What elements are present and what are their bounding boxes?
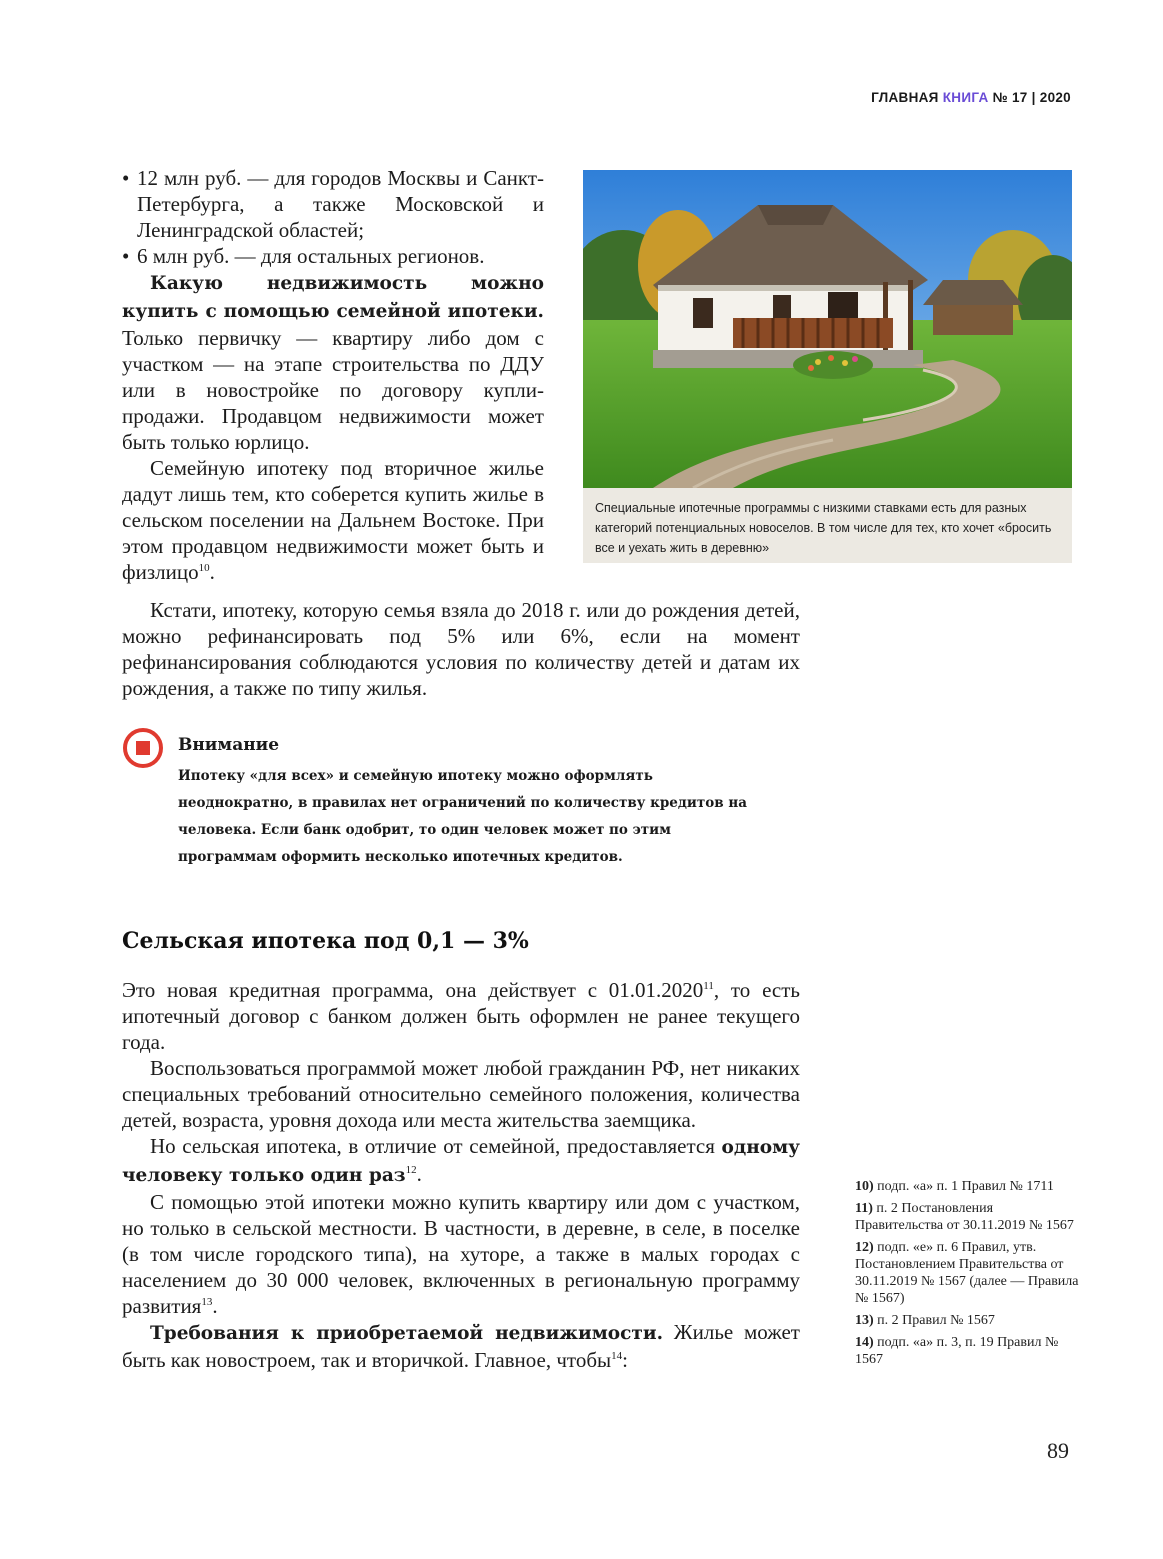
footnote-number: 14) <box>855 1335 874 1350</box>
photo-figure <box>583 170 1072 563</box>
brand-name-accent: КНИГА <box>942 90 989 105</box>
paragraph-text: Это новая кредитная программа, она действует с 01.01.2020 <box>122 978 704 1002</box>
paragraph-text: С помощью этой ипотеки можно купить квартиру или дом с участком, но только в сельской местности. В частности, в деревне, в селе, в поселке (в том числе городского типа), на хуторе, а также в малых городах с населением до 30 000 человек, включенных в региональную программу развития <box>122 1190 800 1318</box>
stop-icon <box>122 727 164 769</box>
footnote-text: п. 2 Постановления Правительства от 30.11.2019 № 1567 <box>855 1201 1074 1233</box>
paragraph <box>122 1189 800 1319</box>
footnote-number: 12) <box>855 1240 874 1255</box>
text-block <box>122 597 800 701</box>
footnote-ref: 10 <box>198 562 210 574</box>
paragraph: Кстати, ипотеку, которую семья взяла до 2018 г. или до рождения детей, можно рефинансировать под 5% или 6%, если на момент рефинансирования соблюдаются условия по количеству детей и датам их рождения, а также по типу жилья. <box>122 598 800 700</box>
footnote-ref: 14 <box>611 1350 623 1362</box>
paragraph-text: Только первичку — квартиру либо дом с участком — на этапе строительства по ДДУ или в новостройке по договору купли-продажи. Продавцом недвижимости может быть только юрлицо. <box>122 326 544 454</box>
footnote-text: подп. «е» п. 6 Правил, утв. Постановлением Правительства от 30.11.2019 № 1567 (далее — Правила № 1567) <box>855 1240 1079 1306</box>
paragraph-end: . <box>416 1162 422 1186</box>
paragraph-text: , то есть ипотечный договор с банком должен быть оформлен не ранее текущего года. <box>122 978 800 1054</box>
footnote-number: 11) <box>855 1201 873 1216</box>
paragraph <box>122 455 544 585</box>
page-number: 89 <box>1047 1438 1069 1463</box>
house-photo <box>583 170 1072 488</box>
section-heading: Сельская ипотека под 0,1 — 3% <box>122 928 529 954</box>
paragraph-end: : <box>622 1348 628 1372</box>
paragraph-bold-lead: Требования к приобретаемой недвижимости. <box>150 1323 664 1344</box>
list-item: • 12 млн руб. — для городов Москвы и Санкт-Петербурга, а также Московской и Ленинградской областей; <box>122 165 544 243</box>
footnotes <box>855 1178 1080 1373</box>
paragraph <box>122 1319 800 1373</box>
footnote-number: 10) <box>855 1179 874 1194</box>
footnote <box>855 1334 1080 1368</box>
running-header <box>871 90 1071 105</box>
footnote-ref: 11 <box>703 980 714 992</box>
attention-title: Внимание <box>178 735 280 755</box>
paragraph-end: . <box>212 1294 218 1318</box>
paragraph-bold-lead: Какую недвижимость можно купить с помощью семейной ипотеки. <box>122 273 544 322</box>
bullet-list <box>122 165 544 269</box>
photo-caption: Специальные ипотечные программы с низкими ставками есть для разных категорий потенциальных новоселов. В том числе для тех, кто хочет «бросить все и уехать жить в деревню» <box>595 501 1052 555</box>
footnote-ref: 13 <box>201 1296 213 1308</box>
paragraph <box>122 1133 800 1189</box>
paragraph <box>122 269 544 455</box>
paragraph-text: Но сельская ипотека, в отличие от семейной, предоставляется <box>150 1134 722 1158</box>
left-column <box>122 165 544 585</box>
paragraph-end: . <box>209 560 215 584</box>
footnote <box>855 1239 1080 1307</box>
paragraph <box>122 977 800 1055</box>
footnote-ref: 12 <box>405 1164 417 1176</box>
section-body <box>122 977 800 1373</box>
footnote <box>855 1178 1080 1195</box>
footnote <box>855 1312 1080 1329</box>
list-item: • 6 млн руб. — для остальных регионов. <box>122 243 544 269</box>
issue-info: № 17 | 2020 <box>992 90 1071 105</box>
footnote-number: 13) <box>855 1313 874 1328</box>
footnote-text: подп. «а» п. 3, п. 19 Правил № 1567 <box>855 1335 1059 1367</box>
paragraph-bold: одному человеку только один раз <box>122 1137 800 1186</box>
attention-text: Ипотеку «для всех» и семейную ипотеку можно оформлять неоднократно, в правилах нет ограничений по количеству кредитов на человека. Если банк одобрит, то один человек может по этим программам оформить несколько ипотечных кредитов. <box>178 768 747 865</box>
paragraph-text: Жилье может быть как новостроем, так и вторичкой. Главное, чтобы <box>122 1320 800 1372</box>
paragraph: Воспользоваться программой может любой гражданин РФ, нет никаких специальных требований относительно семейного положения, количества детей, возраста, уровня дохода или места жительства заемщика. <box>122 1056 800 1132</box>
brand-name: ГЛАВНАЯ <box>871 90 939 105</box>
footnote-text: подп. «а» п. 1 Правил № 1711 <box>873 1179 1054 1194</box>
paragraph-text: Семейную ипотеку под вторичное жилье дадут лишь тем, кто соберется купить жилье в сельском поселении на Дальнем Востоке. При этом продавцом недвижимости может быть и физлицо <box>122 456 544 584</box>
footnote-text: п. 2 Правил № 1567 <box>873 1313 995 1328</box>
footnote <box>855 1200 1080 1234</box>
